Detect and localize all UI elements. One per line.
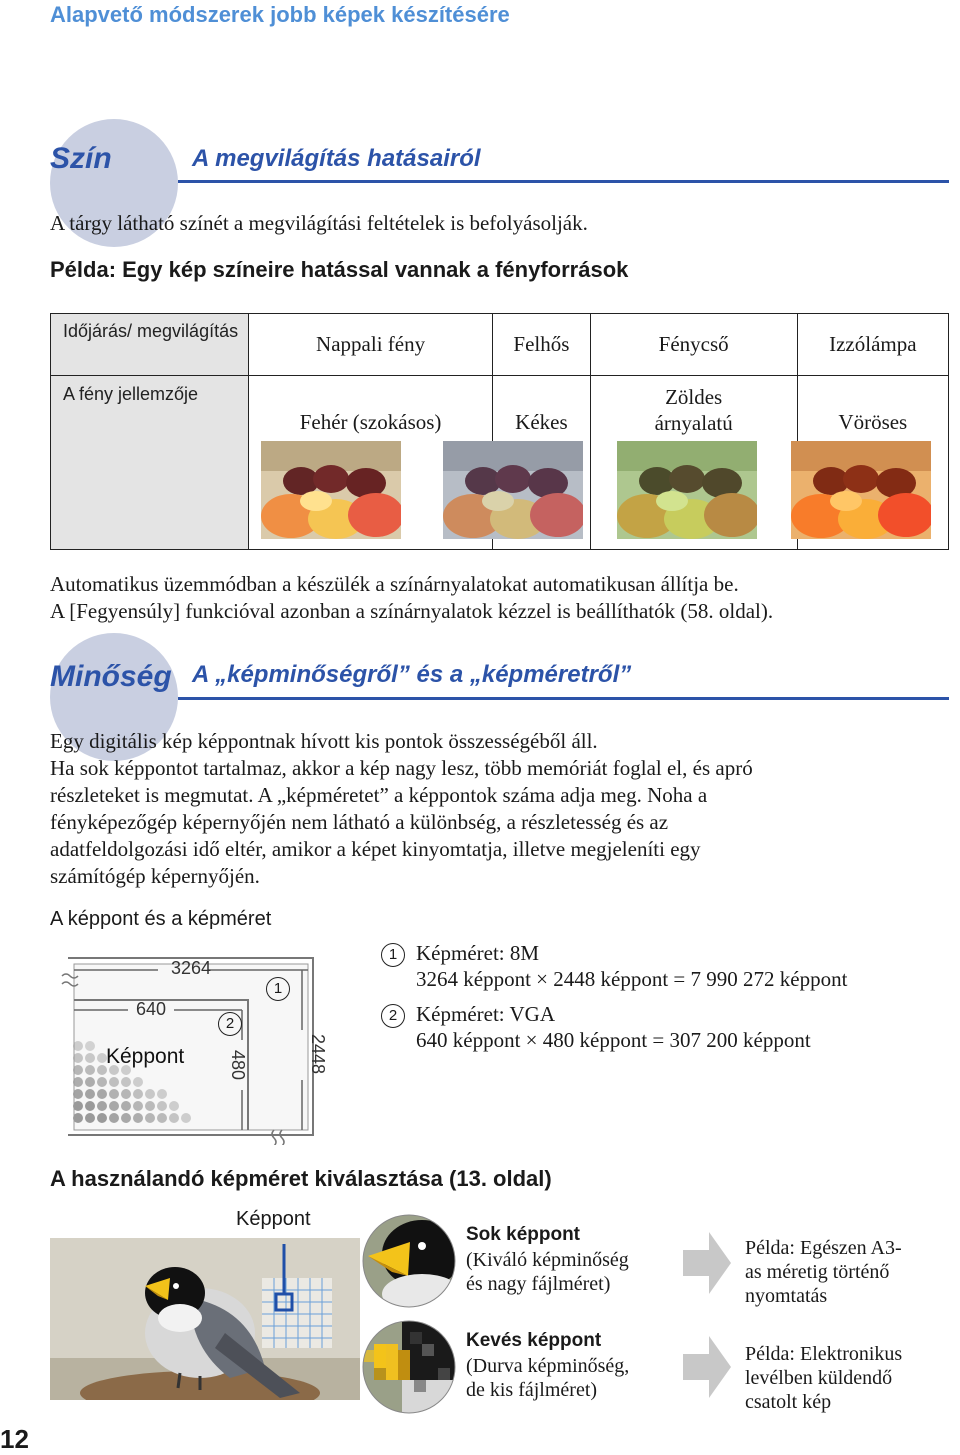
arrow-right-icon (683, 1232, 731, 1294)
table-cell-light: Fénycső (590, 314, 797, 376)
height-small-label: 480 (228, 1050, 248, 1081)
size-1-badge: 1 (381, 943, 405, 967)
many-pixels-title: Sok képpont (466, 1224, 581, 1245)
paragraph-line: adatfeldolgozási idő eltér, amikor a képet kinyomtatja, illetve megjeleníti egy (50, 837, 701, 861)
table-header-weather: Időjárás/ megvilágítás (51, 314, 249, 376)
few-pixels-desc (466, 1354, 629, 1402)
desc-line: (Kiváló képminőség (466, 1249, 629, 1271)
paragraph-line: fényképezőgép képernyőjén nem látható a különbség, a részletesség és az (50, 810, 669, 834)
width-small-label: 640 (136, 999, 167, 1019)
pixel-size-diagram (58, 950, 328, 1145)
example-title: Példa: Egy kép színeire hatással vannak a fényforrások (50, 257, 629, 282)
paragraph-line: számítógép képernyőjén. (50, 864, 260, 888)
table-cell-character: Fehér (szokásos) (249, 376, 493, 550)
desc-line: (Durva képminőség, (466, 1355, 630, 1377)
photo-fluorescent (617, 441, 757, 539)
page-number: 12 (0, 1424, 29, 1454)
table-cell-light: Izzólámpa (797, 314, 948, 376)
photo-incandescent (791, 441, 931, 539)
size-2-badge: 2 (381, 1004, 405, 1028)
marker-1-badge: 1 (266, 977, 290, 1001)
intro-text: A tárgy látható színét a megvilágítási feltételek is befolyásolják. (50, 211, 588, 235)
few-pixels-example (745, 1342, 902, 1414)
photo-cloudy (443, 441, 583, 539)
photo-daylight (261, 441, 401, 539)
table-header-light-character: A fény jellemzője (51, 376, 249, 550)
pixel-label: Képpont (106, 1045, 185, 1068)
low-detail-crop (362, 1320, 456, 1414)
section-underline (178, 697, 949, 700)
section-subtitle-quality: A „képminőségről” és a „képméretről” (192, 661, 632, 688)
choose-size-title: A használandó képméret kiválasztása (13. oldal) (50, 1166, 552, 1191)
auto-note-line-2: A [Fegyensúly] funkcióval azonban a színárnyalatok kézzel is beállíthatók (58. oldal). (50, 599, 774, 623)
example-line: Példa: Egészen A3- (745, 1237, 902, 1259)
height-large-label: 2448 (308, 1034, 328, 1075)
desc-line: és nagy fájlméret) (466, 1273, 611, 1295)
high-detail-crop (362, 1214, 456, 1308)
quality-paragraph (50, 728, 950, 890)
section-underline (178, 180, 949, 183)
example-line: levélben küldendő (745, 1367, 893, 1389)
marker-2-badge: 2 (218, 1012, 242, 1036)
section-title-quality: Minőség (50, 660, 172, 693)
example-line: Példa: Elektronikus (745, 1343, 903, 1365)
many-pixels-example (745, 1236, 902, 1308)
pixel-pointer (222, 1238, 342, 1400)
width-large-label: 3264 (171, 958, 212, 978)
table-cell-character: Zöldes árnyalatú (590, 376, 797, 550)
choose-pixel-label: Képpont (236, 1208, 311, 1230)
example-line: csatolt kép (745, 1391, 832, 1413)
table-cell-character: Vöröses (797, 376, 948, 550)
arrow-right-icon (683, 1336, 731, 1398)
page-header-title: Alapvető módszerek jobb képek készítésére (50, 2, 510, 27)
size-2-detail: 640 képpont × 480 képpont = 307 200 képpont (416, 1028, 811, 1052)
size-1-detail: 3264 képpont × 2448 képpont = 7 990 272 képpont (416, 967, 848, 991)
paragraph-line: Egy digitális kép képpontnak hívott kis pontok összességéből áll. (50, 729, 598, 753)
size-2-title: Képméret: VGA (416, 1002, 555, 1026)
table-cell-character: Kékes (493, 376, 591, 550)
section-subtitle-lighting: A megvilágítás hatásairól (192, 145, 481, 172)
table-cell-light: Nappali fény (249, 314, 493, 376)
section-title-color: Szín (50, 142, 112, 175)
pixel-diagram-title: A képpont és a képméret (50, 908, 272, 930)
auto-note-line-1: Automatikus üzemmódban a készülék a színárnyalatokat automatikusan állítja be. (50, 572, 739, 596)
few-pixels-title: Kevés képpont (466, 1330, 602, 1351)
example-line: as méretig történő (745, 1261, 890, 1283)
example-line: nyomtatás (745, 1285, 828, 1307)
table-cell-light: Felhős (493, 314, 591, 376)
many-pixels-desc (466, 1248, 629, 1296)
desc-line: de kis fájlméret) (466, 1379, 598, 1401)
paragraph-line: Ha sok képpontot tartalmaz, akkor a kép nagy lesz, több memóriát foglal el, és apró (50, 756, 753, 780)
paragraph-line: részleteket is megmutat. A „képméretet” a képpontok száma adja meg. Noha a (50, 783, 708, 807)
size-1-title: Képméret: 8M (416, 941, 540, 965)
